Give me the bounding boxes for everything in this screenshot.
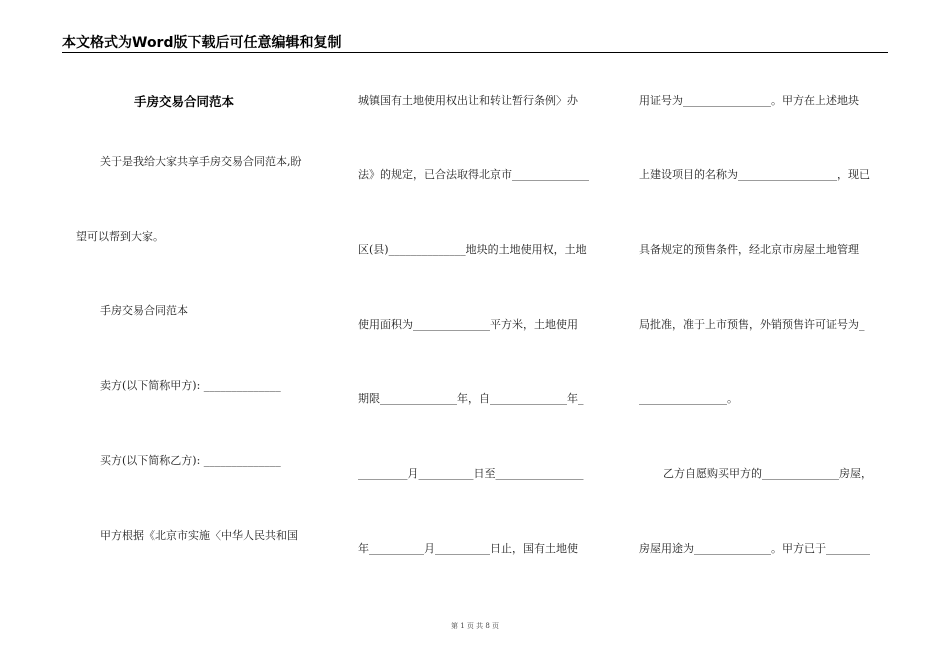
text-line: ________________。 [639,392,738,405]
text-line: 买方(以下简称乙方): ______________ [100,454,281,467]
text-line: 使用面积为______________平方米，土地使用 [358,318,578,331]
text-line: 具备规定的预售条件，经北京市房屋土地管理 [639,243,859,256]
text-line: 用证号为________________。甲方在上述地块 [639,94,859,107]
text-line: _________月__________日至________________ [358,467,584,480]
text-line: 城镇国有土地使用权出让和转让暂行条例〉办 [358,94,578,107]
text-line: 法》的规定，已合法取得北京市______________ [358,168,589,181]
banner-divider [62,52,888,53]
text-line: 局批准，准于上市预售，外销预售许可证号为_ [639,318,865,331]
text-line: 关于是我给大家共享手房交易合同范本,盼 [100,155,302,168]
text-line: 乙方自愿购买甲方的______________房屋， [663,467,872,480]
text-line: 望可以帮到大家。 [76,230,164,243]
text-line: 手房交易合同范本 [100,304,188,317]
text-line: 期限______________年，自______________年_ [358,392,584,405]
text-line: 房屋用途为______________。甲方已于________ [639,542,870,555]
text-line: 甲方根据《北京市实施〈中华人民共和国 [100,529,298,542]
text-line: 区(县)______________地块的土地使用权，土地 [358,243,587,256]
text-line: 上建设项目的名称为__________________，现已 [639,168,870,181]
document-banner: 本文格式为Word版下载后可任意编辑和复制 [62,35,342,51]
page-number-footer: 第 1 页 共 8 页 [450,622,500,630]
text-line: 年__________月__________日止，国有土地使 [358,542,578,555]
document-title: 手房交易合同范本 [134,94,235,109]
text-line: 卖方(以下简称甲方): ______________ [100,379,281,392]
